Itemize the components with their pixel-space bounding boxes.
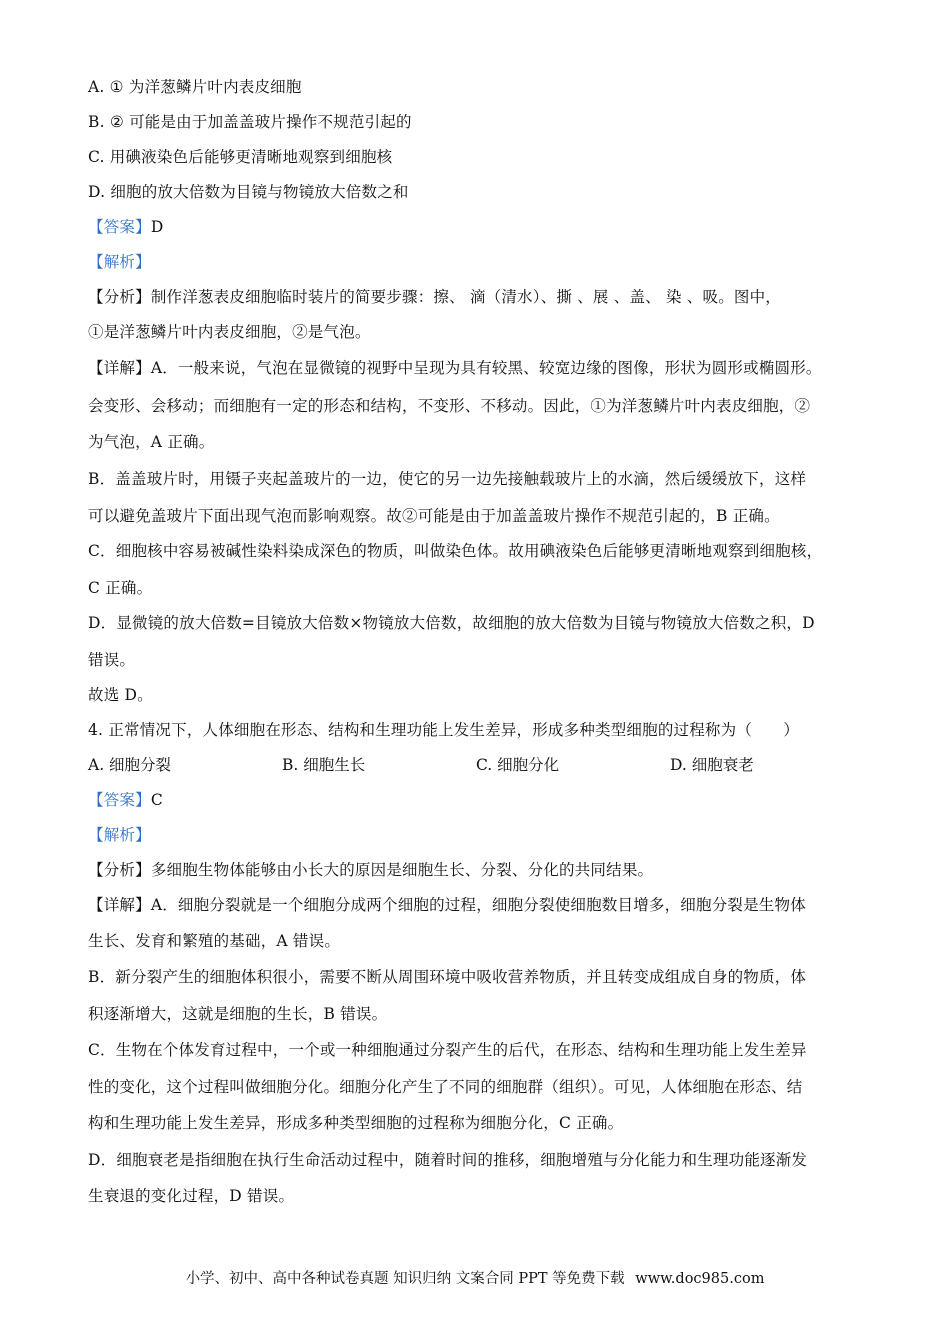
- q3-analysis-tag: 【解析】: [88, 253, 151, 271]
- q4-option-c: C. 细胞分化: [476, 756, 560, 774]
- fenxi-tag: 【分析】: [88, 288, 151, 306]
- q4-detail-d1: D．细胞衰老是指细胞在执行生命活动过程中，随着时间的推移，细胞增殖与分化能力和生理功能逐渐发: [88, 1151, 808, 1169]
- fenxi-text: 制作洋葱表皮细胞临时装片的简要步骤：擦、 滴（清水）、撕 、展 、盖、 染 、吸。图中，: [150, 288, 782, 306]
- q3-answer: [88, 216, 878, 238]
- q4-detail-a2: 生长、发育和繁殖的基础，A 错误。: [88, 932, 341, 950]
- answer-tag: 【答案】: [88, 218, 151, 236]
- q3-detail-b1: B．盖盖玻片时，用镊子夹起盖玻片的一边，使它的另一边先接触载玻片上的水滴，然后缓缓放下，这样: [88, 470, 807, 488]
- q3-fenxi-line2: ①是洋葱鳞片叶内表皮细胞，②是气泡。: [88, 323, 371, 341]
- q3-conclusion: 故选 D。: [88, 686, 153, 704]
- q3-option-d: D. 细胞的放大倍数为目镜与物镜放大倍数之和: [88, 183, 409, 201]
- detail-tag: 【详解】: [88, 896, 151, 914]
- detail-text: A．一般来说，气泡在显微镜的视野中呈现为具有较黑、较宽边缘的图像，形状为圆形或椭圆形。: [150, 359, 822, 377]
- q3-detail-b2: 可以避免盖玻片下面出现气泡而影响观察。故②可能是由于加盖盖玻片操作不规范引起的，B 正确。: [88, 507, 780, 525]
- q4-option-b: B. 细胞生长: [282, 756, 366, 774]
- q3-option-b: B. ② 可能是由于加盖盖玻片操作不规范引起的: [88, 113, 412, 131]
- q4-detail-b2: 积逐渐增大，这就是细胞的生长，B 错误。: [88, 1005, 388, 1023]
- q4-detail-d2: 生衰退的变化过程，D 错误。: [88, 1187, 295, 1205]
- q3-detail-d2: 错误。: [88, 651, 136, 669]
- q4-analysis-tag: 【解析】: [88, 826, 151, 844]
- q3-detail-a2: 会变形、会移动；而细胞有一定的形态和结构，不变形、不移动。因此，①为洋葱鳞片叶内表皮细胞，②: [88, 397, 811, 415]
- q3-option-c: C. 用碘液染色后能够更清晰地观察到细胞核: [88, 148, 393, 166]
- q3-detail-a3: 为气泡，A 正确。: [88, 433, 215, 451]
- answer-value: D: [150, 218, 164, 236]
- q4-detail-b1: B．新分裂产生的细胞体积很小，需要不断从周围环境中吸收营养物质，并且转变成组成自身的物质，体: [88, 968, 807, 986]
- q3-fenxi-line1: [88, 286, 878, 308]
- q4-detail-a1: [88, 894, 878, 916]
- q4-answer: [88, 789, 878, 811]
- q4-detail-c2: 性的变化，这个过程叫做细胞分化。细胞分化产生了不同的细胞群（组织）。可见，人体细胞在形态、结: [88, 1078, 803, 1096]
- answer-value: C: [150, 791, 163, 809]
- q4-question: 4. 正常情况下，人体细胞在形态、结构和生理功能上发生差异，形成多种类型细胞的过程称为（ ）: [88, 721, 800, 739]
- footer-url[interactable]: www.doc985.com: [635, 1271, 765, 1287]
- q3-detail-a1: [88, 357, 878, 379]
- q3-detail-c1: C．细胞核中容易被碱性染料染成深色的物质，叫做染色体。故用碘液染色后能够更清晰地观察到细胞核，: [88, 542, 823, 560]
- q3-detail-c2: C 正确。: [88, 579, 153, 597]
- fenxi-tag: 【分析】: [88, 861, 151, 879]
- detail-tag: 【详解】: [88, 359, 151, 377]
- q4-option-a: A. 细胞分裂: [88, 756, 172, 774]
- answer-tag: 【答案】: [88, 791, 151, 809]
- q4-detail-c1: C．生物在个体发育过程中，一个或一种细胞通过分裂产生的后代，在形态、结构和生理功能上发生差异: [88, 1041, 807, 1059]
- fenxi-text: 多细胞生物体能够由小长大的原因是细胞生长、分裂、分化的共同结果。: [150, 861, 654, 879]
- q3-detail-d1: D．显微镜的放大倍数=目镜放大倍数×物镜放大倍数，故细胞的放大倍数为目镜与物镜放大倍数之积，D: [88, 614, 815, 632]
- q4-detail-c3: 构和生理功能上发生差异，形成多种类型细胞的过程称为细胞分化，C 正确。: [88, 1114, 624, 1132]
- footer-text: 小学、初中、高中各种试卷真题 知识归纳 文案合同 PPT 等免费下载: [185, 1271, 625, 1287]
- detail-text: A．细胞分裂就是一个细胞分成两个细胞的过程，细胞分裂使细胞数目增多，细胞分裂是生物体: [150, 896, 806, 914]
- q4-option-d: D. 细胞衰老: [670, 756, 754, 774]
- q3-option-a: A. ① 为洋葱鳞片叶内表皮细胞: [88, 78, 302, 96]
- page-footer: [0, 1268, 950, 1290]
- q4-fenxi: [88, 859, 878, 881]
